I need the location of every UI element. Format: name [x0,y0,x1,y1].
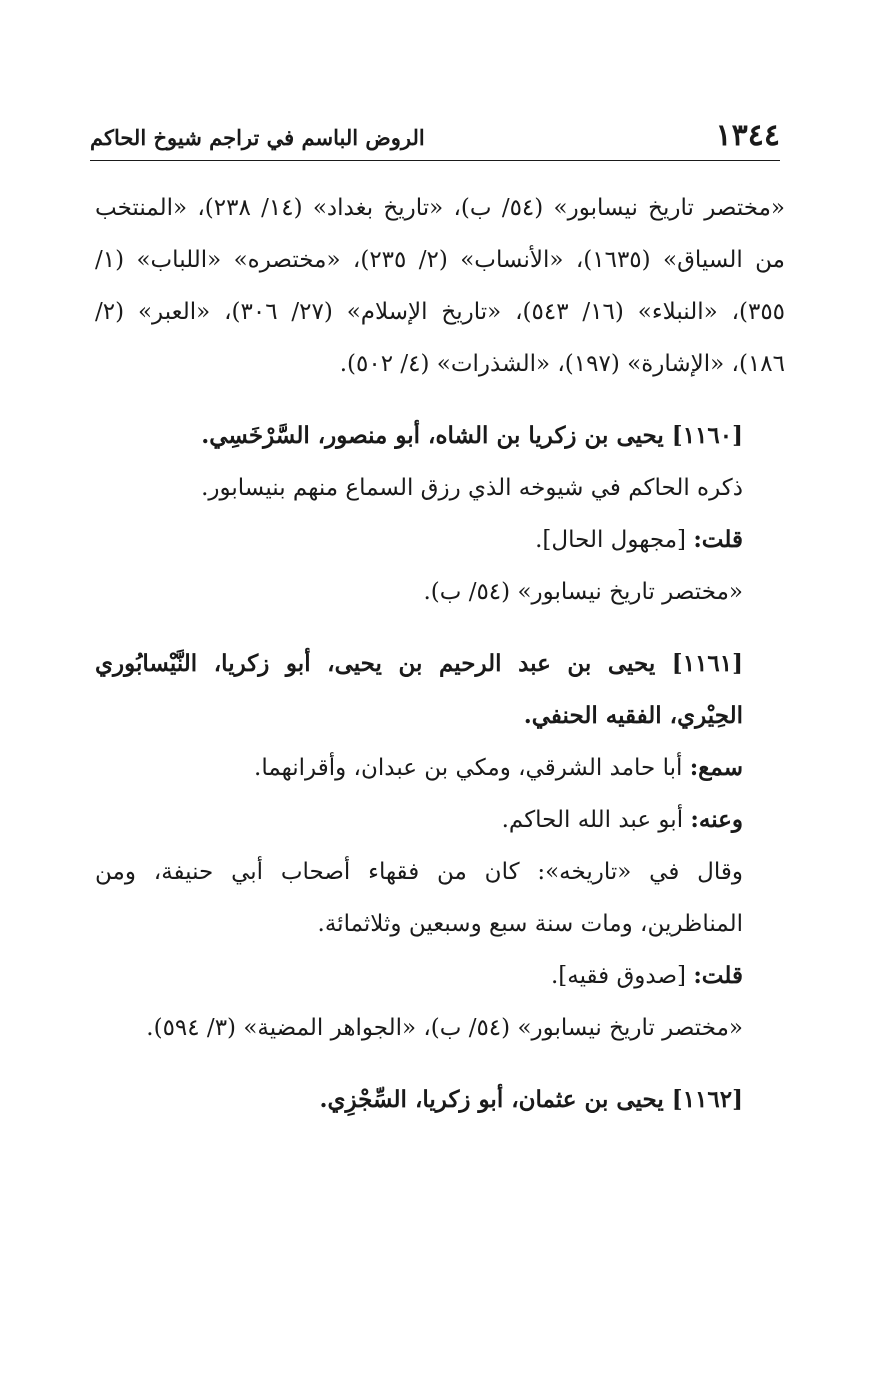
line-text: ذكره الحاكم في شيوخه الذي رزق السماع منهم بنيسابور. [201,475,743,501]
page-number: ١٣٤٤ [715,118,780,153]
line-text: أبو عبد الله الحاكم. [501,807,691,833]
page-header [90,118,780,158]
line-text: [صدوق فقيه]. [550,963,694,989]
carryover-references: «مختصر تاريخ نيسابور» (٥٤/ ب)، «تاريخ بغداد» (١٤/ ٢٣٨)، «المنتخب من السياق» (١٦٣٥)، «الأنساب» (٢/ ٢٣٥)، «مختصره» «اللباب» (١/ ٣٥٥)، «النبلاء» (١٦/ ٥٤٣)، «تاريخ الإسلام» (٢٧/ ٣٠٦)، «العبر» (٢/ ١٨٦)، «الإشارة» (١٩٧)، «الشذرات» (٤/ ٥٠٢). [95,195,786,377]
line-text: أبا حامد الشرقي، ومكي بن عبدان، وأقرانهما. [254,755,690,781]
line-text: [مجهول الحال]. [535,527,694,553]
entry-1161-line-5 [95,1002,785,1054]
page-body [95,182,785,1126]
entry-1161-line-4 [95,950,785,1002]
entry-1160-line-3 [95,566,785,618]
entry-heading-1160: [١١٦٠] يحيى بن زكريا بن الشاه، أبو منصور، السَّرْخَسِي. [201,422,743,449]
line-label: وعنه: [690,806,743,833]
entry-1161-line-3: وقال في «تاريخه»: كان من فقهاء أصحاب أبي حنيفة، ومن المناظرين، ومات سنة سبع وسبعين وثلاثمائة. [95,859,743,937]
running-title: الروض الباسم في تراجم شيوخ الحاكم [90,125,425,150]
line-text: «مختصر تاريخ نيسابور» (٥٤/ ب)، «الجواهر المضية» (٣/ ٥٩٤). [146,1015,743,1041]
entry-heading-1161: [١١٦١] يحيى بن عبد الرحيم بن يحيى، أبو زكريا، النَّيْسابُوري الحِيْري، الفقيه الحنفي. [95,650,743,729]
line-text: «مختصر تاريخ نيسابور» (٥٤/ ب). [423,579,743,605]
line-label: قلت: [693,962,743,989]
line-label: سمع: [689,754,743,781]
entry-1161-line-1 [95,742,785,794]
line-label: قلت: [693,526,743,553]
entry-1160-line-1 [95,462,785,514]
entry-1161-line-2 [95,794,785,846]
entry-heading-1162: [١١٦٢] يحيى بن عثمان، أبو زكريا، السِّجْزِي. [319,1086,743,1113]
header-divider [90,160,780,161]
entry-1160-line-2 [95,514,785,566]
